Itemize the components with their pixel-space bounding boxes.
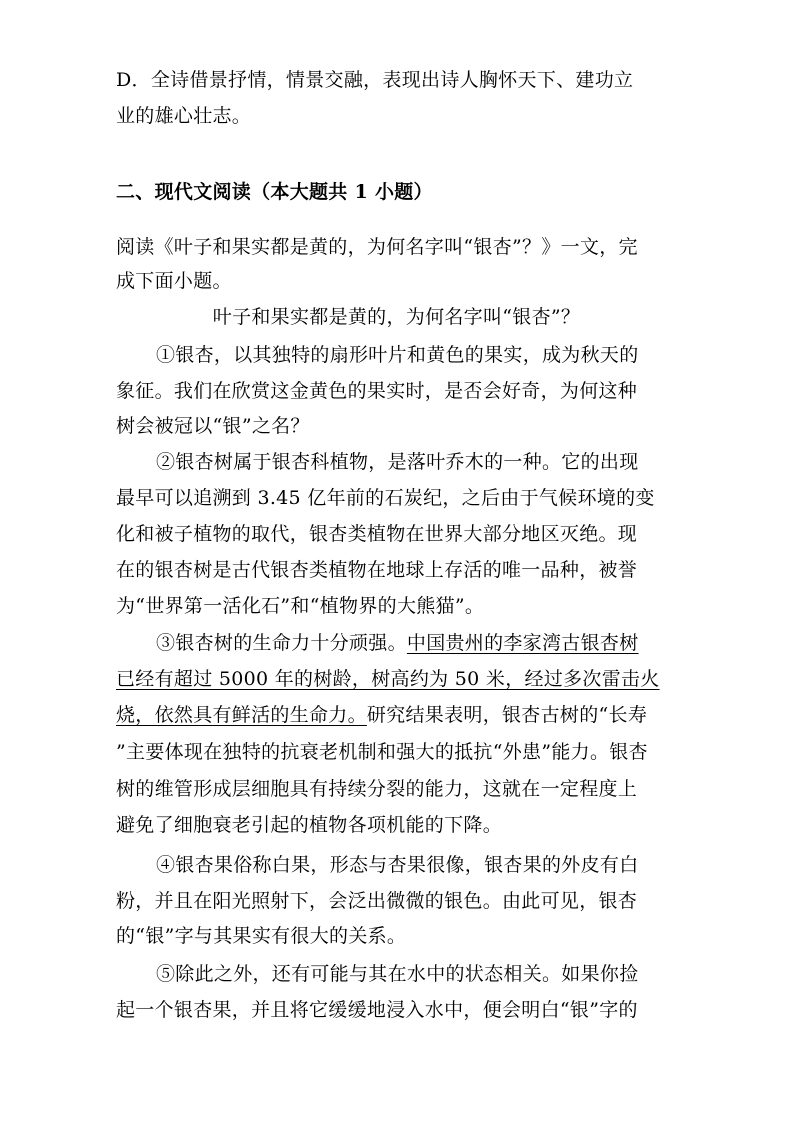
paragraph-4-line: 的“银”字与其果实有很大的关系。 <box>116 925 407 947</box>
paragraph-1-line: 象征。我们在欣赏这金黄色的果实时，是否会好奇，为何这种 <box>116 380 638 402</box>
option-d-line-1: D．全诗借景抒情，情景交融，表现出诗人胸怀天下、建功立 <box>116 69 634 91</box>
article-title: 叶子和果实都是黄的，为何名字叫“银杏”？ <box>212 306 581 328</box>
paragraph-5-line: ⑤除此之外，还有可能与其在水中的状态相关。如果你捡 <box>156 963 639 985</box>
underlined-sentence: 中国贵州的李家湾古银杏树 <box>406 632 639 654</box>
instruction-line-1: 阅读《叶子和果实都是黄的，为何名字叫“银杏”？》一文，完 <box>116 236 638 258</box>
paragraph-4-line: 粉，并且在阳光照射下，会泛出微微的银色。由此可见，银杏 <box>116 890 638 912</box>
option-d-line-2: 业的雄心壮志。 <box>116 105 252 127</box>
paragraph-3-line-1 <box>156 631 716 655</box>
paragraph-2-line: 为“世界第一活化石”和“植物界的大熊猫”。 <box>116 595 485 617</box>
paragraph-3-plain-text: 研究结果表明，银杏古树的“长寿 <box>366 704 648 726</box>
paragraph-1-line: 树会被冠以“银”之名？ <box>116 415 310 437</box>
paragraph-5-line: 起一个银杏果，并且将它缓缓地浸入水中，便会明白“银”字的 <box>116 999 638 1021</box>
paragraph-1-line: ①银杏，以其独特的扇形叶片和黄色的果实，成为秋天的 <box>156 344 639 366</box>
paragraph-2-line: 最早可以追溯到 3.45 亿年前的石炭纪，之后由于气候环境的变 <box>116 487 655 509</box>
paragraph-3-line: 树的维管形成层细胞具有持续分裂的能力，这就在一定程度上 <box>116 778 638 800</box>
paragraph-2-line: 化和被子植物的取代，银杏类植物在世界大部分地区灭绝。现 <box>116 523 638 545</box>
paragraph-3-line-3 <box>116 703 676 727</box>
paragraph-3-plain-text: ③银杏树的生命力十分顽强。 <box>156 632 407 654</box>
paragraph-4-line: ④银杏果俗称白果，形态与杏果很像，银杏果的外皮有白 <box>156 854 639 876</box>
paragraph-3-line: 避免了细胞衰老引起的植物各项机能的下降。 <box>116 814 503 836</box>
paragraph-3-line: ”主要体现在独特的抗衰老机制和强大的抵抗“外患”能力。银杏 <box>116 741 648 763</box>
underlined-sentence: 烧，依然具有鲜活的生命力。 <box>116 704 367 726</box>
paragraph-3-line-2 <box>116 667 676 691</box>
section-heading: 二、现代文阅读（本大题共 1 小题） <box>116 181 433 203</box>
paragraph-2-line: 在的银杏树是古代银杏类植物在地球上存活的唯一品种，被誉 <box>116 559 638 581</box>
underlined-sentence: 已经有超过 5000 年的树龄，树高约为 50 米，经过多次雷击火 <box>116 668 660 690</box>
paragraph-2-line: ②银杏树属于银杏科植物，是落叶乔木的一种。它的出现 <box>156 451 639 473</box>
instruction-line-2: 成下面小题。 <box>116 270 232 292</box>
